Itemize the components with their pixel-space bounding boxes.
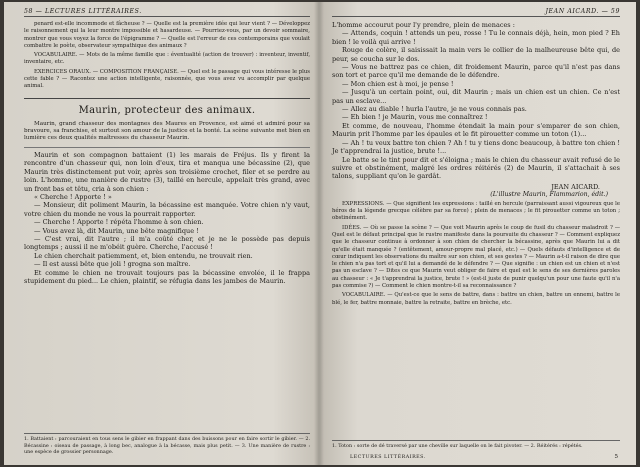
body-paragraph: « Cherche ! Apporte ! »: [34, 192, 112, 201]
right-header-text: JEAN AICARD. — 59: [545, 8, 620, 15]
body-paragraph: — Eh bien ! je Maurin, vous me connaîtrez !: [342, 113, 488, 122]
body-paragraph: Maurin et son compagnon battaient (1) les marais de Fréjus. Ils y firent la rencontre d'un chasseur qui, non loin d'eux, tira et manqua une bécassine (2), que Maurin très distinctement put voir, après son troisième crochet, filer et se perdre au loin. L'homme, une manière de rustre (3), taillé en hercule, appelait très grand, avec un front bas et têtu, cria à son chien :: [24, 150, 310, 193]
chapter-heading: [24, 98, 310, 148]
vocabulary-paragraph: VOCABULAIRE. — Mots de la même famille que : éventualité (action de trouver) : inventeur, inventif, inventaire, etc.: [24, 52, 310, 66]
vocabulary-note: VOCABULAIRE. — Qu'est-ce que le sens de battre, dans : battre un chien, battre un ennemi, battre le blé, le fer, battre monnaie, battre la retraite, battre en brèche, etc.: [332, 292, 620, 306]
right-running-header: [332, 8, 620, 17]
body-paragraph: Le chien cherchait patiemment, et, bien entendu, ne trouvait rien.: [34, 251, 253, 260]
book-gutter: [314, 2, 324, 465]
body-paragraph: — Jusqu'à un certain point, oui, dit Maurin ; mais un chien est un chien. Ce n'est pas un esclave...: [332, 88, 620, 105]
body-paragraph: — Cherche ! Apporte ! répéta l'homme à son chien.: [34, 218, 204, 227]
body-paragraph: Le batte se le tint pour dit et s'éloigna ; mais le chien du chasseur avait refusé de le suivre et obstinément, malgré les ordres réitérés (2) de Maurin, il s'attachait à ses talons, suppliant qu'on le gardât.: [332, 155, 620, 181]
body-paragraph: — Il est aussi bête que joli ! grogna son maître.: [34, 260, 191, 269]
body-paragraph: — Ah ! tu veux battre ton chien ? Ah ! tu y tiens donc beaucoup, à battre ton chien ! Je t'apprendrai la justice, brute !...: [332, 138, 620, 156]
ideas-note: IDÉES. — Où se passe la scène ? — Que voit Maurin après le coup de fusil du chasseur maladroit ? — Quel est le défaut principal que le rustre manifeste dans la poursuite du chasseur ? — Comment expliquez que le chasseur continue à ordonner à son chien de chercher la bécassine, après que Maurin lui a dit qu'elle était manquée ? (entêtement, amour-propre mal placé, etc.) — Quels défauts d'intelligence et de cœur indiquent les observations du maître sur son chien, et ses gestes ? — Maurin a-t-il raison de dire que le chien n'a pas tort et qu'il lui a demandé de le défendre ? — Que signifie : un chien est un chien et n'est pas un esclave ? — Dites ce que Maurin veut obliger de faire et quel est le sens de ses dernières paroles au chasseur : « Je t'apprendrai la justice, brute ! » (est-il juste de punir quelqu'un pour une faute qu'il n'a pas commise ?) — Comment le chien montre-t-il sa reconnaissance ?: [332, 224, 620, 289]
questions-paragraph: penard est-elle incommode et fâcheuse ? — Quelle est la première idée qui leur vient ? — Développez le raisonnement qui la leur montre impossible et hasardeuse. — Pourriez-vous, par un devoir sommaire, montrer que vous voyez la force de l'épigramme ? — Quelle est l'erreur de ces contemporains que voulait combattre le poète, observateur sympathique des animaux ?: [24, 21, 310, 49]
body-paragraph: Et comme le chien ne trouvait toujours pas la bécassine envolée, il le frappa stupidement du pied... Le chien, plaintif, se réfugia dans les jambes de Maurin.: [24, 268, 310, 285]
signature-mark: LECTURES LITTÉRAIRES.: [350, 455, 426, 460]
author-signature: JEAN AICARD.: [551, 182, 600, 191]
body-paragraph: L'homme accourut pour l'y prendre, plein de menaces :: [332, 21, 515, 29]
body-paragraph: — Monsieur, dit poliment Maurin, la bécassine est manquée. Votre chien n'y vaut, votre chien du monde ne vous la pourrait rapporter.: [24, 201, 310, 218]
chapter-intro: Maurin, grand chasseur des montagnes des Maures en Provence, est aimé et admiré pour sa bravoure, sa franchise, et surtout son amour de la justice et la bonté. La scène suivante met bien en lumière ces deux qualités maîtresses du chasseur Maurin.: [24, 121, 310, 148]
body-paragraph: — Attends, coquin ! attends un peu, rosse ! Tu le connais déjà, hein, mon pied ? Eh bien ! le voilà qui arrive !: [332, 29, 620, 46]
footnote: 1. Battaient : parcouraient en tous sens le gibier en frappant dans des buissons pour en faire sortir le gibier. — 2. Bécassine : oiseau de passage, à long bec, analogue à la bécasse, mais plus petit. — 3. Une manière de rustre : une espèce de grossier personnage.: [24, 436, 310, 455]
left-footnotes: [24, 433, 310, 455]
right-page: [320, 2, 636, 465]
page-number: 5: [614, 454, 618, 460]
body-paragraph: — Mon chien est à moi, je pense !: [342, 79, 454, 88]
chapter-title: Maurin, protecteur des animaux.: [78, 104, 256, 116]
body-paragraph: Et comme, de nouveau, l'homme étendait la main pour s'emparer de son chien, Maurin prit l'homme par les épaules et le fit pirouetter comme un toton (1)...: [332, 121, 620, 139]
body-paragraph: — Vous avez là, dit Maurin, une bête magnifique !: [34, 226, 199, 235]
body-paragraph: — C'est vrai, dit l'autre ; il m'a coûté cher, et je ne le possède pas depuis longtemps ; aussi il ne m'obéit guère. Cherche, l'accusé !: [24, 234, 310, 252]
left-header-text: 58 — LECTURES LITTÉRAIRES.: [24, 8, 142, 15]
expressions-note: EXPRESSIONS. — Que signifient les expressions : taillé en hercule (parraissant aussi vigoureux que le héros de la légende grecque célèbre par sa force) ; plein de menaces ; le fit pirouetter comme un toton ; obstinément.: [332, 200, 620, 222]
left-page: [4, 2, 320, 465]
exercises-paragraph: EXERCICES ORAUX. — COMPOSITION FRANÇAISE. — Quel est le passage qui vous intéresse le plus cette fable ? — Racontez une action intelligente, raisonnée, que vous avez vu accomplir par quelque animal.: [24, 68, 310, 90]
footnote: 1. Toton : sorte de dé traversé par une cheville sur laquelle on le fait pivoter. — 2. Réitérés : répétés.: [332, 442, 583, 449]
body-paragraph: — Allez au diable ! hurla l'autre, je ne vous connais pas.: [342, 105, 527, 114]
right-footnotes: [332, 440, 620, 449]
source-citation: (L'illustre Maurin, Flammarion, édit.): [490, 190, 608, 198]
body-paragraph: Rouge de colère, il saisissait la main vers le collier de la malheureuse bête qui, de peur, se coucha sur le dos.: [332, 46, 620, 63]
left-running-header: [24, 8, 310, 17]
body-paragraph: — Vous ne battrez pas ce chien, dit froidement Maurin, parce qu'il n'est pas dans son tort et parce qu'il me demande de le défendre.: [332, 63, 620, 80]
